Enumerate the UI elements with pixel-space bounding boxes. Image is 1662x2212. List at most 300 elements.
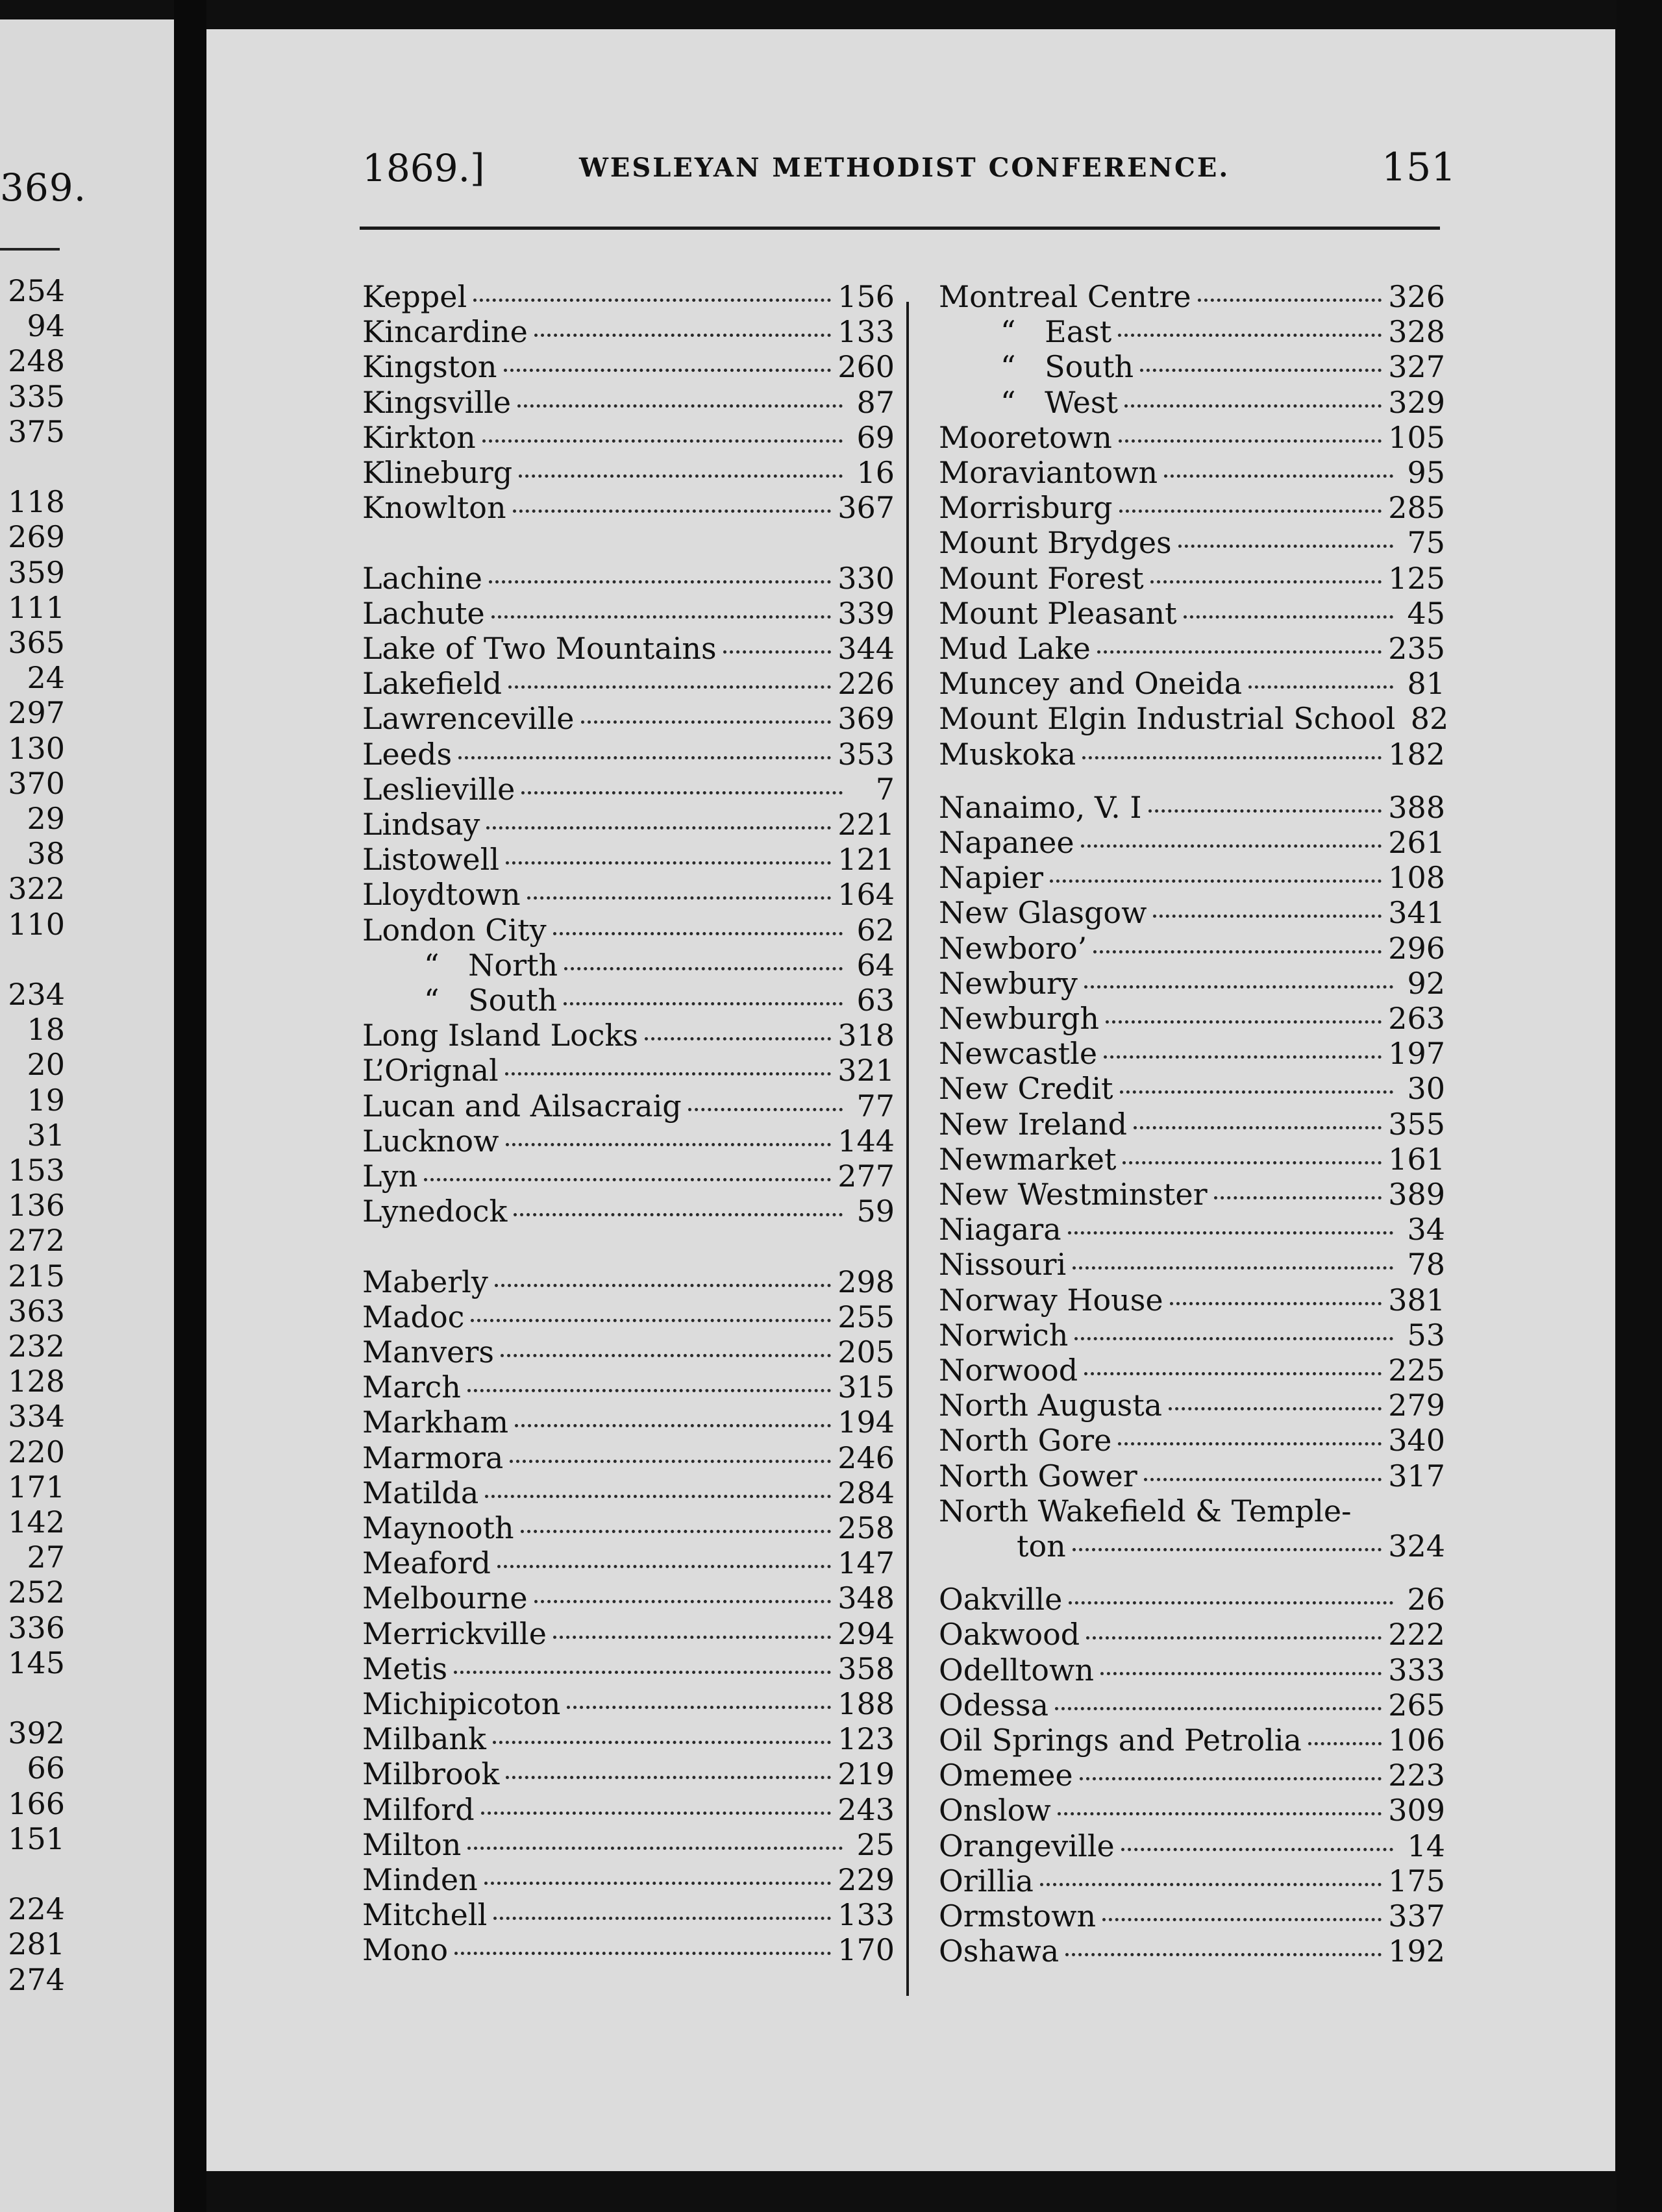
index-entry: [939, 1723, 1445, 1758]
previous-page-number: 118: [8, 484, 65, 520]
previous-page-number: 322: [8, 871, 65, 907]
entry-page-number: 164: [837, 877, 895, 913]
entry-place-name: Metis: [362, 1651, 448, 1686]
index-entry: [362, 1370, 895, 1405]
index-entry: [939, 1036, 1445, 1071]
dot-leader: [424, 1178, 831, 1181]
index-entry: [939, 1828, 1445, 1863]
index-entry: [939, 931, 1445, 966]
previous-page-number: 272: [8, 1223, 65, 1259]
entry-place-name: Morrisburg: [939, 490, 1113, 526]
dot-leader: [1214, 1196, 1382, 1199]
previous-page-number: 19: [27, 1082, 65, 1118]
index-entry: [939, 490, 1445, 525]
entry-page-number: 59: [856, 1194, 895, 1229]
entry-place-name: “ East: [1000, 314, 1112, 350]
entry-page-number: 225: [1388, 1353, 1445, 1388]
entry-place-name: Moraviantown: [939, 455, 1158, 490]
entry-place-name: Muskoka: [939, 736, 1076, 772]
header-title: WESLEYAN METHODIST CONFERENCE.: [579, 153, 1230, 183]
entry-page-number: 77: [856, 1088, 895, 1124]
dot-leader: [567, 1706, 831, 1709]
entry-page-number: 340: [1388, 1423, 1445, 1458]
entry-page-number: 294: [837, 1616, 895, 1651]
entry-page-number: 95: [1407, 455, 1445, 490]
dot-leader: [510, 1460, 831, 1463]
entry-place-name: Orillia: [939, 1863, 1034, 1899]
entry-page-number: 355: [1388, 1106, 1445, 1142]
entry-page-number: 344: [837, 631, 895, 666]
entry-place-name: Napier: [939, 860, 1044, 896]
entry-place-name: Mono: [362, 1932, 449, 1968]
previous-page-number: 20: [27, 1047, 65, 1083]
dot-leader: [1140, 369, 1382, 372]
entry-page-number: 161: [1388, 1141, 1445, 1177]
previous-page-number: 111: [8, 589, 65, 625]
index-entry: [939, 825, 1445, 860]
previous-page-number: 224: [8, 1891, 65, 1927]
index-entry: [939, 1142, 1445, 1177]
entry-page-number: 82: [1410, 701, 1449, 737]
previous-page-number: 142: [8, 1505, 65, 1540]
index-entry: [362, 1440, 895, 1475]
dot-leader: [484, 1882, 831, 1885]
dot-leader: [1308, 1742, 1382, 1745]
entry-place-name: Kingsville: [362, 384, 512, 420]
index-entry: [939, 1212, 1445, 1247]
entry-page-number: 175: [1388, 1863, 1445, 1899]
dot-leader: [1164, 474, 1393, 478]
index-entry: [939, 596, 1445, 631]
previous-page-number: 215: [8, 1258, 65, 1294]
entry-place-name: “ South: [1000, 349, 1134, 385]
previous-page-number: 27: [27, 1540, 65, 1575]
entry-page-number: 277: [837, 1159, 895, 1194]
entry-place-name: Lyn: [362, 1159, 418, 1194]
dot-leader: [1124, 404, 1382, 408]
previous-page-number: 24: [27, 660, 65, 696]
running-header: [206, 29, 1615, 250]
entry-place-name: Mount Forest: [939, 560, 1144, 596]
previous-page-number: 274: [8, 1961, 65, 1997]
index-entry: [362, 1264, 895, 1299]
dot-leader: [1121, 1848, 1393, 1851]
index-entry: [362, 1686, 895, 1721]
previous-page-number: 18: [27, 1012, 65, 1048]
previous-page-number: 297: [8, 695, 65, 731]
index-entry: [362, 455, 895, 490]
entry-place-name: Matilda: [362, 1475, 479, 1510]
entry-place-name: Lake of Two Mountains: [362, 631, 717, 666]
index-entry: [362, 279, 895, 314]
dot-leader: [581, 720, 832, 724]
index-entry: [362, 1897, 895, 1932]
previous-page-number: 252: [8, 1575, 65, 1610]
entry-place-name: Lachine: [362, 560, 482, 596]
index-page: [206, 29, 1615, 2171]
index-entry: [939, 1758, 1445, 1793]
entry-place-name: Kingston: [362, 349, 497, 385]
entry-place-name: Mount Brydges: [939, 525, 1172, 561]
entry-page-number: 284: [837, 1475, 895, 1510]
entry-page-number: 358: [837, 1651, 895, 1686]
dot-leader: [1084, 985, 1393, 989]
entry-page-number: 45: [1407, 595, 1445, 631]
entry-place-name: Nanaimo, V. I: [939, 789, 1142, 825]
dot-leader: [1050, 879, 1382, 883]
index-entry: [939, 420, 1445, 455]
entry-page-number: 330: [837, 560, 895, 596]
entry-place-name: Newmarket: [939, 1141, 1117, 1177]
index-entry: [362, 737, 895, 772]
dot-leader: [1248, 685, 1393, 689]
entry-page-number: 87: [856, 384, 895, 420]
entry-place-name: Muncey and Oneida: [939, 666, 1243, 702]
dot-leader: [506, 1143, 832, 1146]
entry-page-number: 78: [1407, 1247, 1445, 1283]
book-binding-gutter: [174, 0, 206, 2212]
previous-page-number: 128: [8, 1364, 65, 1399]
header-rule: [360, 227, 1440, 230]
dot-leader: [1069, 1601, 1393, 1604]
dot-leader: [493, 1741, 831, 1744]
index-entry: [362, 1651, 895, 1686]
entry-place-name: Merrickville: [362, 1616, 547, 1651]
entry-place-name: Manvers: [362, 1334, 494, 1370]
entry-place-name: Newboro’: [939, 930, 1087, 966]
previous-page-number: 232: [8, 1329, 65, 1364]
index-entry: [362, 842, 895, 877]
entry-page-number: 63: [856, 983, 895, 1018]
index-entry: [939, 314, 1445, 349]
index-entry: [939, 349, 1445, 384]
dot-leader: [501, 1354, 831, 1357]
previous-page-number: 166: [8, 1786, 65, 1821]
dot-leader: [1118, 334, 1382, 337]
index-entry: [362, 1616, 895, 1651]
entry-page-number: 285: [1388, 490, 1445, 526]
entry-page-number: 108: [1388, 860, 1445, 896]
entry-place-name: Odessa: [939, 1687, 1049, 1723]
entry-page-number: 121: [837, 842, 895, 878]
entry-page-number: 318: [837, 1018, 895, 1053]
dot-leader: [495, 1284, 831, 1287]
previous-page-number: 94: [27, 308, 65, 344]
index-entry: [362, 596, 895, 631]
entry-page-number: 226: [837, 666, 895, 702]
entry-page-number: 223: [1388, 1758, 1445, 1793]
dot-leader: [1100, 1672, 1382, 1675]
dot-leader: [497, 1565, 831, 1568]
dot-leader: [467, 1389, 831, 1392]
previous-page-number: 375: [8, 413, 65, 449]
entry-page-number: 235: [1388, 631, 1445, 666]
dot-leader: [1074, 1337, 1393, 1340]
previous-page-number: 110: [8, 906, 65, 942]
previous-page-number: 153: [8, 1153, 65, 1188]
dot-leader: [527, 896, 832, 900]
entry-page-number: 258: [837, 1510, 895, 1545]
index-entry: [939, 279, 1445, 314]
dot-leader: [1119, 439, 1382, 443]
entry-page-number: 388: [1388, 789, 1445, 825]
entry-place-name: Melbourne: [362, 1580, 528, 1616]
previous-page-number: 248: [8, 343, 65, 379]
entry-place-name: Napanee: [939, 825, 1074, 860]
index-entry: [362, 877, 895, 912]
entry-place-name: Norwich: [939, 1317, 1069, 1353]
entry-page-number: 261: [1388, 825, 1445, 860]
index-entry: [939, 1863, 1445, 1899]
previous-page-number: 130: [8, 730, 65, 766]
index-entry: [362, 1194, 895, 1229]
entry-place-name: Madoc: [362, 1299, 465, 1334]
entry-place-name: Orangeville: [939, 1828, 1115, 1863]
entry-page-number: 229: [837, 1862, 895, 1897]
entry-page-number: 255: [837, 1299, 895, 1334]
index-entry: [939, 1934, 1445, 1969]
entry-place-name: North Wakefield & Temple-: [939, 1493, 1352, 1529]
previous-page-running-year: 369.: [0, 166, 87, 210]
dot-leader: [1040, 1883, 1382, 1886]
index-entry: [362, 1756, 895, 1791]
previous-page-number: 254: [8, 273, 65, 308]
entry-place-name: Newcastle: [939, 1036, 1098, 1072]
entry-place-name: New Ireland: [939, 1106, 1128, 1142]
entry-place-name: “ North: [424, 947, 558, 983]
entry-place-name: Listowell: [362, 842, 500, 878]
entry-place-name: Knowlton: [362, 490, 506, 526]
previous-page-number: 365: [8, 625, 65, 660]
dot-leader: [521, 1530, 832, 1533]
entry-page-number: 260: [837, 349, 895, 385]
index-entry: [939, 790, 1445, 825]
dot-leader: [564, 1002, 843, 1005]
entry-place-name: North Gower: [939, 1458, 1137, 1493]
entry-page-number: 30: [1407, 1071, 1445, 1107]
entry-page-number: 64: [856, 947, 895, 983]
dot-leader: [504, 369, 832, 372]
index-entry: [939, 1001, 1445, 1036]
previous-page-number: 359: [8, 554, 65, 590]
header-year: 1869.]: [362, 146, 485, 190]
index-entry: [939, 525, 1445, 560]
entry-place-name: “ South: [424, 983, 558, 1018]
entry-page-number: 192: [1388, 1934, 1445, 1969]
entry-page-number: 123: [837, 1721, 895, 1757]
index-entry: [939, 1688, 1445, 1723]
dot-leader: [1086, 1636, 1382, 1640]
index-entry: [362, 1510, 895, 1545]
index-entry: [939, 1318, 1445, 1353]
entry-place-name: Niagara: [939, 1212, 1061, 1247]
entry-page-number: 34: [1407, 1212, 1445, 1247]
previous-page-number: 234: [8, 977, 65, 1012]
entry-place-name: Maberly: [362, 1264, 488, 1299]
entry-place-name: Lucknow: [362, 1123, 499, 1159]
entry-page-number: 92: [1407, 965, 1445, 1001]
index-entry: [362, 1053, 895, 1088]
entry-page-number: 339: [837, 595, 895, 631]
entry-place-name: New Glasgow: [939, 895, 1147, 931]
entry-page-number: 246: [837, 1440, 895, 1475]
entry-place-name: London City: [362, 912, 547, 948]
entry-place-name: March: [362, 1370, 461, 1405]
index-entry: [939, 631, 1445, 666]
index-entry: [362, 1475, 895, 1510]
entry-page-number: 327: [1388, 349, 1445, 385]
entry-place-name: Milbrook: [362, 1756, 500, 1792]
entry-page-number: 348: [837, 1580, 895, 1616]
entry-page-number: 170: [837, 1932, 895, 1968]
index-entry: [362, 631, 895, 666]
index-entry: [362, 701, 895, 736]
entry-page-number: 62: [856, 912, 895, 948]
dot-leader: [471, 1319, 831, 1322]
entry-place-name: Odelltown: [939, 1652, 1094, 1688]
entry-place-name: Mount Elgin Industrial School: [939, 701, 1396, 737]
index-entry: [362, 1580, 895, 1616]
dot-leader: [1120, 1090, 1393, 1094]
dot-leader: [723, 650, 832, 654]
entry-place-name: Maynooth: [362, 1510, 514, 1545]
index-entry: [939, 966, 1445, 1001]
index-entry: [362, 1299, 895, 1334]
entry-page-number: 53: [1407, 1317, 1445, 1353]
dot-leader: [645, 1037, 831, 1040]
dot-leader: [1093, 950, 1382, 953]
index-entry: [939, 1793, 1445, 1828]
dot-leader: [513, 510, 832, 513]
entry-place-name: Oakville: [939, 1582, 1063, 1617]
entry-page-number: 26: [1407, 1582, 1445, 1617]
dot-leader: [688, 1108, 843, 1111]
entry-place-name: Norway House: [939, 1282, 1163, 1318]
previous-page-number: 269: [8, 519, 65, 555]
previous-page-number: 145: [8, 1645, 65, 1680]
previous-page-header-rule: [0, 248, 60, 251]
entry-page-number: 326: [1388, 279, 1445, 314]
entry-place-name: Lindsay: [362, 807, 480, 842]
entry-page-number: 389: [1388, 1177, 1445, 1212]
previous-page-number: 31: [27, 1117, 65, 1153]
page-edge-shadow: [1617, 0, 1662, 2212]
entry-page-number: 197: [1388, 1036, 1445, 1072]
index-entry: [362, 1932, 895, 1967]
dot-leader: [1198, 299, 1382, 302]
entry-place-name: “ West: [1000, 384, 1118, 420]
index-entry: [939, 385, 1445, 420]
entry-page-number: 296: [1388, 930, 1445, 966]
dot-leader: [564, 967, 843, 970]
entry-page-number: 194: [837, 1405, 895, 1440]
dot-leader: [505, 1072, 831, 1075]
entry-page-number: 219: [837, 1756, 895, 1792]
index-entry: [939, 1423, 1445, 1458]
dot-leader: [534, 334, 831, 337]
entry-place-name: Kincardine: [362, 314, 528, 350]
dot-leader: [508, 685, 831, 689]
previous-page-number: 281: [8, 1926, 65, 1962]
index-entry: [939, 1617, 1445, 1652]
entry-page-number: 125: [1388, 560, 1445, 596]
entry-page-number: 341: [1388, 895, 1445, 931]
dot-leader: [534, 1600, 832, 1603]
dot-leader: [1144, 1478, 1382, 1481]
index-entry: [362, 666, 895, 701]
entry-place-name: Oakwood: [939, 1617, 1080, 1653]
entry-place-name: Milford: [362, 1791, 475, 1827]
index-entry: [939, 1071, 1445, 1106]
index-entry: [362, 490, 895, 525]
entry-place-name: Montreal Centre: [939, 279, 1191, 314]
index-entry: [939, 666, 1445, 701]
entry-page-number: 69: [856, 419, 895, 455]
entry-page-number: 133: [837, 1897, 895, 1933]
dot-leader: [1122, 1161, 1382, 1164]
entry-page-number: 367: [837, 490, 895, 526]
dot-leader: [553, 932, 843, 935]
dot-leader: [517, 404, 843, 408]
dot-leader: [506, 861, 831, 865]
index-entry: [362, 1721, 895, 1756]
entry-place-name: Lakefield: [362, 666, 502, 702]
dot-leader: [485, 1495, 831, 1498]
index-entry: [939, 895, 1445, 930]
entry-place-name: Lloydtown: [362, 877, 521, 913]
entry-place-name: Mud Lake: [939, 631, 1091, 666]
index-entry: [362, 1862, 895, 1897]
dot-leader: [1169, 1407, 1382, 1410]
index-entry: [362, 420, 895, 455]
index-entry: [939, 737, 1445, 772]
entry-place-name: Ormstown: [939, 1899, 1097, 1934]
index-entry: [939, 1388, 1445, 1423]
entry-place-name: Markham: [362, 1405, 509, 1440]
index-entry: [362, 948, 895, 983]
entry-place-name: Norwood: [939, 1353, 1078, 1388]
entry-place-name: New Credit: [939, 1071, 1113, 1107]
dot-leader: [1106, 1020, 1382, 1024]
entry-page-number: 16: [856, 455, 895, 490]
entry-place-name: Nissouri: [939, 1247, 1067, 1283]
entry-page-number: 309: [1388, 1793, 1445, 1828]
index-entry: [362, 1405, 895, 1440]
entry-page-number: 324: [1388, 1529, 1445, 1564]
entry-place-name: Mooretown: [939, 419, 1112, 455]
dot-leader: [1080, 1777, 1382, 1780]
entry-page-number: 328: [1388, 314, 1445, 350]
dot-leader: [1118, 1442, 1382, 1445]
entry-place-name: Minden: [362, 1862, 478, 1897]
entry-page-number: 243: [837, 1791, 895, 1827]
dot-leader: [493, 1917, 831, 1920]
index-entry: [939, 1529, 1445, 1564]
previous-page-number: 336: [8, 1610, 65, 1645]
entry-page-number: 317: [1388, 1458, 1445, 1493]
index-entry: [939, 1283, 1445, 1318]
entry-place-name: Leslieville: [362, 771, 515, 807]
index-entry: [939, 701, 1449, 737]
dot-leader: [1150, 580, 1382, 584]
dot-leader: [486, 826, 831, 830]
entry-page-number: 106: [1388, 1723, 1445, 1758]
entry-place-name: Kirkton: [362, 419, 476, 455]
dot-leader: [519, 474, 843, 478]
entry-place-name: L’Orignal: [362, 1053, 499, 1088]
previous-page-number: 136: [8, 1188, 65, 1223]
index-entry: [362, 1545, 895, 1580]
